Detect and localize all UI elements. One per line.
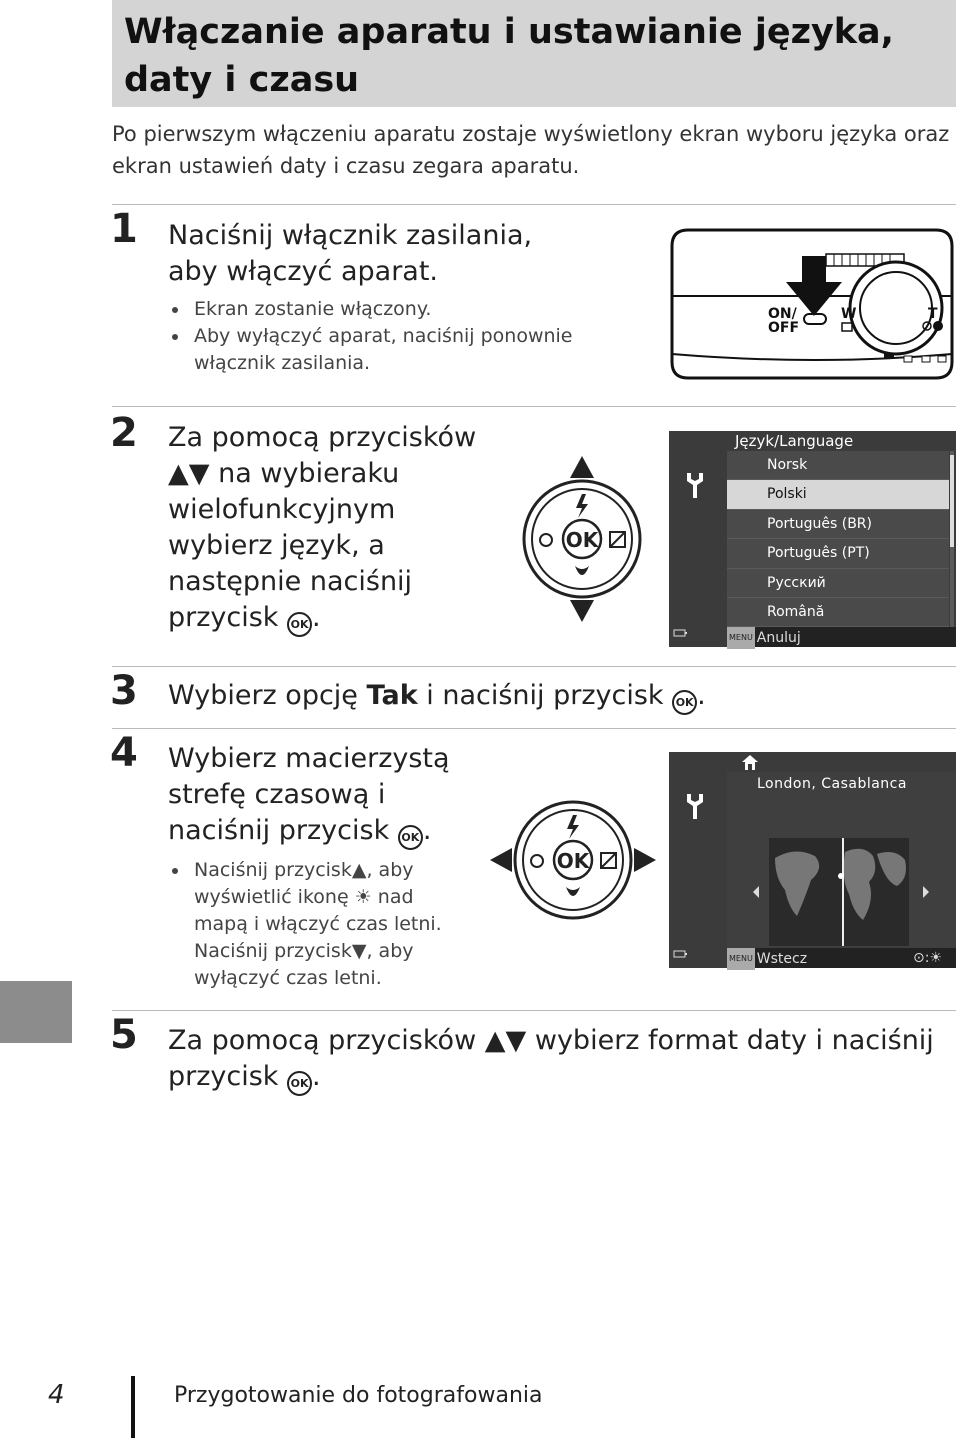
step-1-number: 1: [110, 206, 138, 252]
left-arrow-icon[interactable]: [753, 886, 759, 898]
ok-button-icon: OK: [287, 1071, 312, 1096]
chapter-tab: [0, 981, 72, 1043]
up-down-arrow-icon: ▲▼: [484, 1025, 527, 1056]
step-4-number: 4: [110, 730, 138, 776]
up-arrow-icon: ▲: [351, 859, 367, 881]
battery-icon: [673, 629, 687, 637]
step-4-bullet-continuation: Naciśnij przycisk▼, aby wyłączyć czas letni.: [194, 940, 414, 989]
list-item[interactable]: Norsk: [727, 451, 949, 480]
list-item[interactable]: Português (BR): [727, 510, 949, 539]
menu-badge: MENU: [727, 948, 755, 970]
cancel-label[interactable]: Anuluj: [756, 630, 801, 646]
up-arrow-icon: [570, 456, 594, 478]
timezone-screen: [669, 752, 956, 968]
scrollbar[interactable]: [950, 451, 954, 627]
zoom-w-label: W: [841, 306, 857, 322]
list-item[interactable]: Русский: [727, 569, 949, 598]
timezone-footer: [727, 948, 956, 968]
bullet: Naciśnij przycisk▲, aby wyświetlić ikonę ☀ nad mapą i włączyć czas letni.: [168, 857, 468, 938]
divider: [112, 666, 956, 667]
ok-label: OK: [565, 528, 599, 552]
camera-top-illustration: [666, 226, 958, 384]
ok-button-icon: OK: [398, 825, 423, 850]
language-screen: [669, 431, 956, 647]
list-item[interactable]: Polski: [727, 480, 949, 509]
right-arrow-icon: [634, 848, 656, 872]
ok-button-icon: OK: [287, 612, 312, 637]
right-arrow-icon[interactable]: [923, 886, 929, 898]
footer-divider: [131, 1376, 135, 1438]
step-5-text: Za pomocą przycisków ▲▼ wybierz format daty i naciśnij przycisk OK .: [168, 1023, 938, 1096]
dst-icon: ☀: [354, 886, 372, 908]
bullet: Ekran zostanie włączony.: [168, 296, 578, 323]
divider: [112, 204, 956, 205]
divider: [112, 406, 956, 407]
divider: [112, 728, 956, 729]
home-icon: [741, 754, 759, 771]
back-label[interactable]: Wstecz: [756, 951, 808, 967]
page-title: Włączanie aparatu i ustawianie języka, daty i czasu: [124, 12, 894, 100]
multi-selector-dial: [490, 798, 658, 922]
help-icon: [933, 321, 943, 331]
city-label: London, Casablanca: [757, 776, 907, 792]
menu-badge: MENU: [727, 627, 755, 649]
step-4-bullets: [168, 857, 468, 938]
multi-selector-dial: [520, 456, 644, 624]
language-header: Język/Language: [735, 432, 854, 450]
step-2-text: Za pomocą przycisków ▲▼ na wybieraku wielofunkcyjnym wybierz język, a następnie naciśnij przycisk OK .: [168, 420, 488, 637]
step-4-text: Wybierz macierzystą strefę czasową i naciśnij przycisk OK .: [168, 741, 468, 850]
language-footer: [727, 627, 956, 647]
language-list[interactable]: [727, 451, 949, 627]
down-arrow-icon: ▼: [351, 940, 367, 962]
wrench-icon: [683, 471, 707, 499]
up-down-arrow-icon: ▲▼: [168, 458, 210, 489]
wrench-icon: [683, 792, 707, 820]
step-3-number: 3: [110, 668, 138, 714]
down-arrow-icon: [570, 600, 594, 622]
battery-icon: [673, 950, 687, 958]
section-title: Przygotowanie do fotografowania: [174, 1383, 543, 1408]
title-bar: [112, 0, 956, 107]
divider: [112, 1010, 956, 1011]
step-2-number: 2: [110, 410, 138, 456]
power-label-top: ON/: [768, 306, 797, 322]
step-1-text: Naciśnij włącznik zasilania, aby włączyć aparat.: [168, 220, 533, 287]
option-tak: Tak: [366, 680, 418, 711]
page-number: 4: [48, 1380, 65, 1410]
list-item[interactable]: Português (PT): [727, 539, 949, 568]
ok-button-icon: OK: [672, 690, 697, 715]
bullet: Aby wyłączyć aparat, naciśnij ponownie włącznik zasilania.: [168, 323, 578, 377]
dst-toggle-icon: ⊙:☀: [913, 950, 942, 966]
world-map: [745, 838, 935, 946]
step-5-number: 5: [110, 1012, 138, 1058]
step-3-text: Wybierz opcję Tak i naciśnij przycisk OK .: [168, 678, 928, 715]
step-1-bullets: [168, 296, 578, 377]
left-arrow-icon: [490, 848, 512, 872]
intro-text: Po pierwszym włączeniu aparatu zostaje wyświetlony ekran wyboru języka oraz ekran ustawień daty i czasu zegara aparatu.: [112, 122, 950, 178]
list-item[interactable]: Română: [727, 598, 949, 627]
ok-label: OK: [556, 849, 590, 873]
zoom-t-label: T: [928, 306, 938, 322]
power-label-bottom: OFF: [768, 320, 800, 336]
